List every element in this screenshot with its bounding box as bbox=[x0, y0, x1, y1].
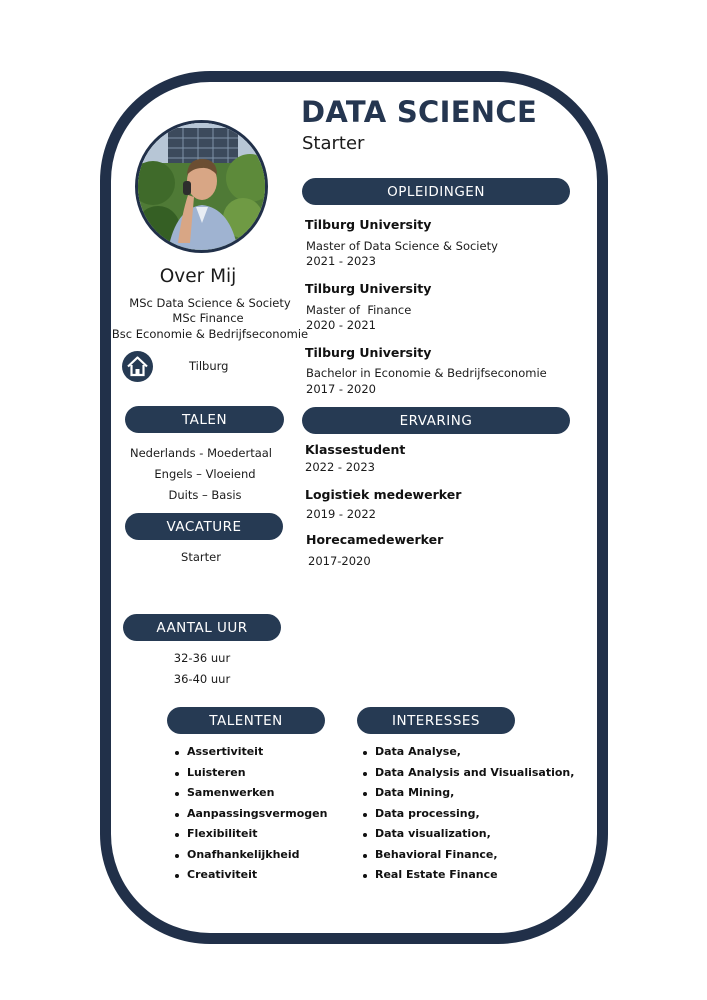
list-item: Data Mining, bbox=[359, 783, 574, 804]
aantal-uur-heading: AANTAL UUR bbox=[123, 614, 281, 641]
interesses-heading: INTERESSES bbox=[357, 707, 515, 734]
list-item: Aanpassingsvermogen bbox=[171, 804, 327, 825]
talen-heading: TALEN bbox=[125, 406, 284, 433]
education-school: Tilburg University bbox=[305, 345, 432, 360]
interesses-list bbox=[359, 742, 574, 886]
list-item: Data visualization, bbox=[359, 824, 574, 845]
education-degree: Master of Data Science & Society bbox=[306, 239, 498, 253]
list-item: Data Analysis and Visualisation, bbox=[359, 763, 574, 784]
language-item: Engels – Vloeiend bbox=[154, 467, 256, 481]
experience-period: 2019 - 2022 bbox=[306, 507, 376, 521]
experience-role: Horecamedewerker bbox=[306, 532, 444, 547]
talenten-heading: TALENTEN bbox=[167, 707, 325, 734]
profile-photo bbox=[135, 120, 268, 253]
home-icon bbox=[122, 351, 153, 382]
hours-item: 32-36 uur bbox=[173, 651, 231, 665]
about-line: Bsc Economie & Bedrijfseconomie bbox=[111, 327, 309, 341]
page-title: DATA SCIENCE bbox=[301, 95, 538, 129]
experience-period: 2017-2020 bbox=[308, 554, 371, 568]
about-heading: Over Mij bbox=[159, 266, 237, 287]
experience-role: Klassestudent bbox=[305, 442, 406, 457]
language-item: Nederlands - Moedertaal bbox=[130, 446, 272, 460]
experience-period: 2022 - 2023 bbox=[305, 460, 375, 474]
page-subtitle: Starter bbox=[302, 133, 365, 154]
education-period: 2020 - 2021 bbox=[306, 318, 376, 332]
list-item: Real Estate Finance bbox=[359, 865, 574, 886]
list-item: Assertiviteit bbox=[171, 742, 327, 763]
about-line: MSc Finance bbox=[172, 311, 244, 325]
opleidingen-heading: OPLEIDINGEN bbox=[302, 178, 570, 205]
education-period: 2017 - 2020 bbox=[306, 382, 376, 396]
list-item: Creativiteit bbox=[171, 865, 327, 886]
education-period: 2021 - 2023 bbox=[306, 254, 376, 268]
talenten-list bbox=[171, 742, 327, 886]
vacature-heading: VACATURE bbox=[125, 513, 283, 540]
hours-item: 36-40 uur bbox=[173, 672, 231, 686]
education-degree: Master of Finance bbox=[306, 303, 412, 317]
list-item: Data Analyse, bbox=[359, 742, 574, 763]
education-degree: Bachelor in Economie & Bedrijfseconomie bbox=[306, 366, 547, 380]
education-school: Tilburg University bbox=[305, 281, 432, 296]
education-school: Tilburg University bbox=[305, 217, 432, 232]
ervaring-heading: ERVARING bbox=[302, 407, 570, 434]
language-item: Duits – Basis bbox=[168, 488, 242, 502]
list-item: Luisteren bbox=[171, 763, 327, 784]
about-line: MSc Data Science & Society bbox=[129, 296, 291, 310]
list-item: Data processing, bbox=[359, 804, 574, 825]
experience-role: Logistiek medewerker bbox=[305, 487, 462, 502]
vacature-value: Starter bbox=[181, 550, 221, 564]
list-item: Flexibiliteit bbox=[171, 824, 327, 845]
location-text: Tilburg bbox=[189, 359, 229, 373]
list-item: Behavioral Finance, bbox=[359, 845, 574, 866]
list-item: Samenwerken bbox=[171, 783, 327, 804]
list-item: Onafhankelijkheid bbox=[171, 845, 327, 866]
